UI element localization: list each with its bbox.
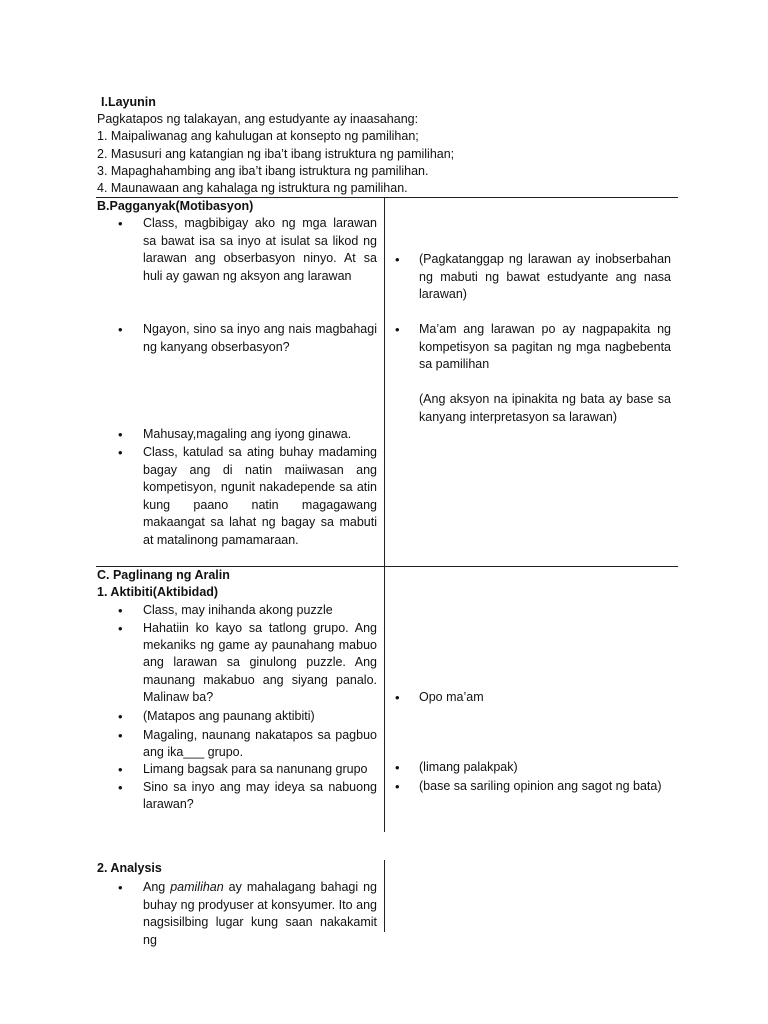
bullet-icon: • [118, 709, 123, 724]
bullet-icon: • [118, 216, 123, 231]
analysis-heading: 2. Analysis [97, 861, 162, 875]
student-line: Ma’am ang larawan po ay nagpapakita ng kompetisyon sa pagitan ng mga nagbebenta sa pamilihan [419, 322, 671, 372]
objectives-intro: Pagkatapos ng talakayan, ang estudyante ay inaasahang: [97, 112, 419, 126]
bullet-icon: • [118, 427, 123, 442]
objective-item: 3. Mapaghahambing ang iba’t ibang istruktura ng pamilihan. [97, 164, 429, 178]
student-line: Opo ma’am [419, 690, 484, 704]
objective-item: 1. Maipaliwanag ang kahulugan at konsepto ng pamilihan; [97, 129, 419, 143]
bullet-icon: • [395, 322, 400, 337]
bullet-icon: • [395, 760, 400, 775]
column-divider [384, 860, 385, 932]
teacher-line: (Matapos ang paunang aktibiti) [143, 709, 315, 723]
student-note: (Ang aksyon na ipinakita ng bata ay base sa kanyang interpretasyon sa larawan) [419, 392, 671, 424]
bullet-icon: • [395, 779, 400, 794]
bullet-icon: • [118, 880, 123, 895]
activity-heading: 1. Aktibiti(Aktibidad) [97, 585, 219, 599]
teacher-line: Class, may inihanda akong puzzle [143, 603, 333, 617]
teacher-line: Mahusay,magaling ang iyong ginawa. [143, 427, 352, 441]
student-line: (base sa sariling opinion ang sagot ng bata) [419, 779, 662, 793]
motivation-heading: B.Pagganyak(Motibasyon) [97, 199, 254, 213]
teacher-line: Class, magbibigay ako ng mga larawan sa bawat isa sa inyo at isulat sa likod ng larawan ang obserbasyon ninyo. At sa huli ay gawan ng aksyon ang larawan [143, 216, 377, 283]
teacher-line: Hahatiin ko kayo sa tatlong grupo. Ang mekaniks ng game ay paunahang mabuo ang larawan sa ginulong puzzle. Ang maunang makabuo ang siyang panalo. Malinaw ba? [143, 621, 377, 704]
teacher-line: Magaling, naunang nakatapos sa pagbuo ang ika___ grupo. [143, 728, 377, 760]
column-divider [384, 566, 385, 832]
bullet-icon: • [395, 252, 400, 267]
bullet-icon: • [118, 762, 123, 777]
bullet-icon: • [118, 728, 123, 743]
column-divider [384, 197, 385, 566]
bullet-icon: • [118, 445, 123, 460]
objective-item: 2. Masusuri ang katangian ng iba’t ibang istruktura ng pamilihan; [97, 147, 455, 161]
bullet-icon: • [118, 621, 123, 636]
pamilihan-term: pamilihan [170, 880, 224, 894]
bullet-icon: • [118, 603, 123, 618]
student-line: (Pagkatanggap ng larawan ay inobserbahan ng mabuti ng bawat estudyante ang nasa larawan) [419, 252, 671, 302]
teacher-line: Class, katulad sa ating buhay madaming bagay ang di natin maiiwasan ang kompetisyon, ngunit nakadepende sa atin kung paano natin magagawang makaangat sa lahat ng bagay sa mabuti at matalinong pamamaraan. [143, 445, 377, 547]
lesson-heading: C. Paglinang ng Aralin [97, 568, 230, 582]
bullet-icon: • [118, 322, 123, 337]
teacher-line: Limang bagsak para sa nanunang grupo [143, 762, 368, 776]
teacher-line: Sino sa inyo ang may ideya sa nabuong larawan? [143, 780, 377, 812]
analysis-text: Ang pamilihan ay mahalagang bahagi ng buhay ng prodyuser at konsyumer. Ito ang nagsisilbing lugar kung saan nakakamit ng [143, 880, 377, 947]
student-line: (limang palakpak) [419, 760, 518, 774]
teacher-line: Ngayon, sino sa inyo ang nais magbahagi ng kanyang obserbasyon? [143, 322, 377, 354]
objectives-heading: I.Layunin [101, 95, 156, 109]
objective-item: 4. Maunawaan ang kahalaga ng istruktura ng pamilihan. [97, 181, 408, 195]
bullet-icon: • [395, 690, 400, 705]
bullet-icon: • [118, 780, 123, 795]
